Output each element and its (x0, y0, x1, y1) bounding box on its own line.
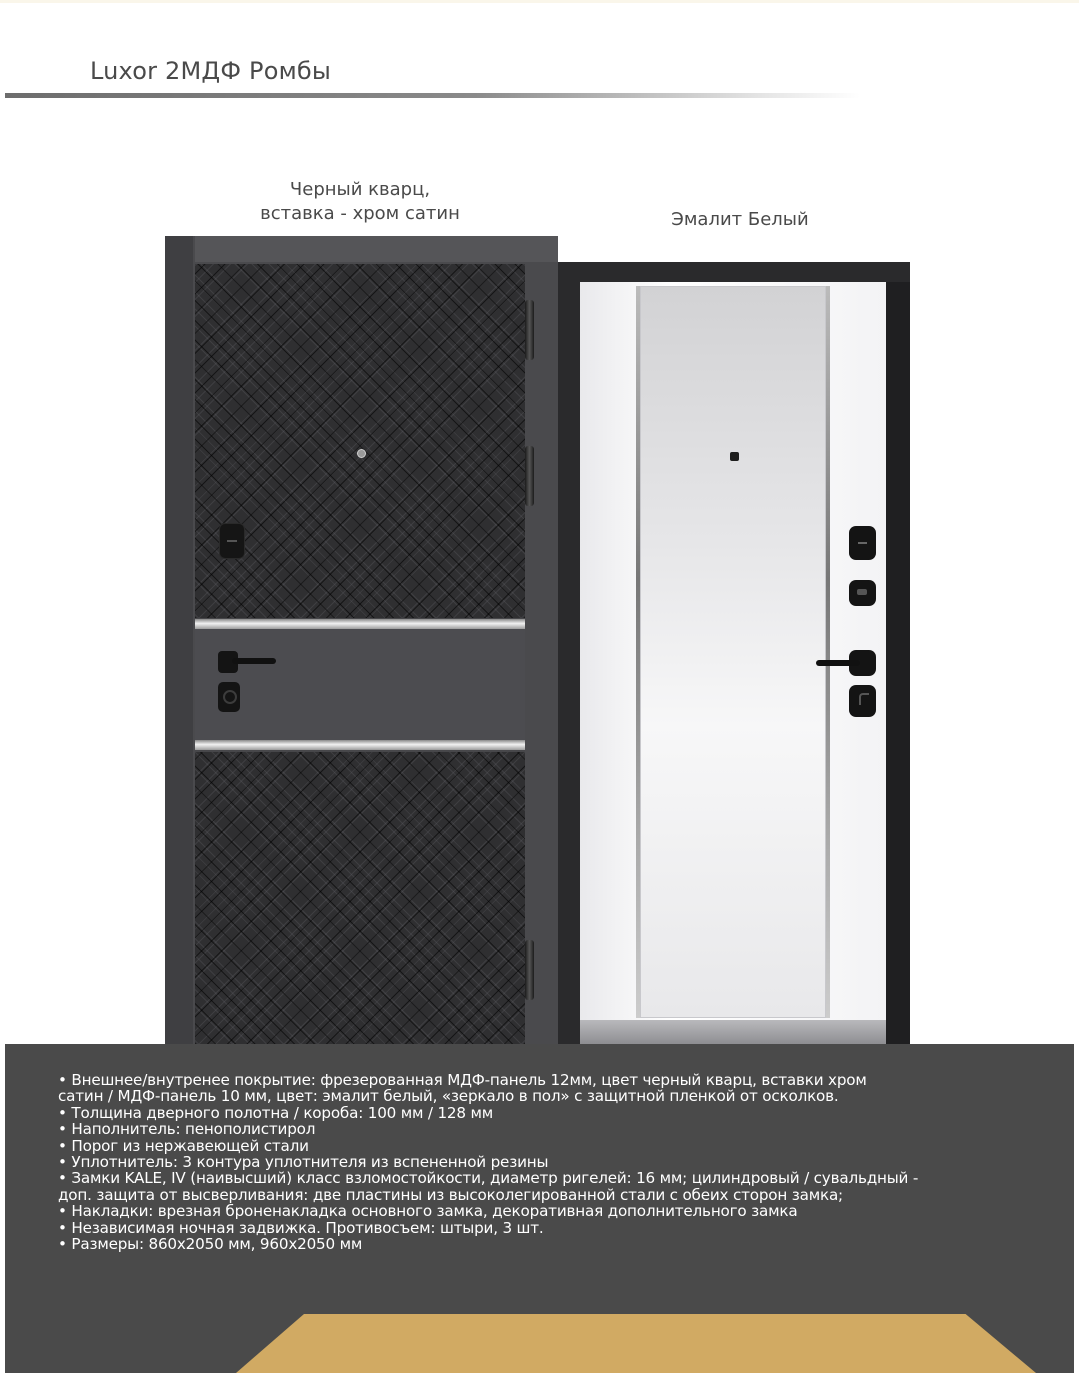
diamond-pattern-panel (195, 264, 525, 618)
door-handle-icon (816, 660, 860, 666)
chrome-insert (195, 619, 525, 629)
spec-line: сатин / МДФ-панель 10 мм, цвет: эмалит белый, «зеркало в пол» с защитной пленкой от осколков. (58, 1087, 839, 1106)
door-image-interior (558, 262, 910, 1044)
chrome-insert (195, 740, 525, 750)
spec-line: доп. защита от высверливания: две пластины из высоколегированной стали с обеих сторон замка; (58, 1185, 843, 1204)
peephole-icon (357, 449, 366, 458)
hinge-icon (525, 300, 534, 360)
cylinder-lock-icon (849, 685, 876, 717)
floor-mirror (640, 286, 826, 1018)
steel-threshold (580, 1020, 886, 1044)
door-image-exterior (165, 236, 558, 1044)
lock-cover-icon (849, 526, 876, 560)
spec-line: • Замки KALE, IV (наивысший) класс взломостойкости, диаметр ригелей: 16 мм; цилиндровый / сувальдный - (58, 1169, 919, 1188)
spec-line: • Независимая ночная задвижка. Противосъем: штыри, 3 шт. (58, 1218, 544, 1237)
variant-caption-black-quartz (200, 178, 520, 226)
cylinder-lock-icon (218, 682, 240, 712)
door-handle-icon (218, 651, 276, 677)
peephole-icon (730, 452, 739, 461)
spec-line: • Размеры: 860х2050 мм, 960х2050 мм (58, 1235, 363, 1254)
spec-line: • Наполнитель: пенополистирол (58, 1120, 316, 1139)
page-title: Luxor 2МДФ Ромбы (90, 57, 332, 85)
spec-line: • Толщина дверного полотна / короба: 100 мм / 128 мм (58, 1103, 493, 1122)
door-frame-top (195, 236, 558, 262)
spec-line: • Уплотнитель: 3 контура уплотнителя из вспененной резины (58, 1153, 549, 1172)
top-strip (0, 0, 1079, 3)
spec-line: • Внешнее/внутренее покрытие: фрезерованная МДФ-панель 12мм, цвет черный кварц, вставки хром (58, 1071, 867, 1089)
night-latch-icon (849, 580, 876, 606)
mirror-edge (826, 286, 830, 1018)
door-frame (886, 282, 910, 1044)
door-frame (165, 236, 193, 1044)
spec-line: • Накладки: врезная броненакладка основного замка, декоративная дополнительного замка (58, 1202, 798, 1221)
variant-caption-line: Черный кварц, (289, 179, 431, 200)
spec-line: • Порог из нержавеющей стали (58, 1136, 309, 1155)
hinge-icon (525, 446, 534, 506)
gold-accent-shape (236, 1314, 1036, 1373)
hinge-icon (525, 940, 534, 1000)
title-underline (5, 93, 860, 98)
spec-list (58, 1072, 1058, 1252)
lock-cover-icon (220, 524, 244, 558)
middle-panel (195, 629, 525, 740)
variant-caption-white-enamel: Эмалит Белый (671, 209, 809, 230)
diamond-pattern-panel (195, 752, 525, 1044)
variant-caption-line: вставка - хром сатин (260, 203, 460, 224)
